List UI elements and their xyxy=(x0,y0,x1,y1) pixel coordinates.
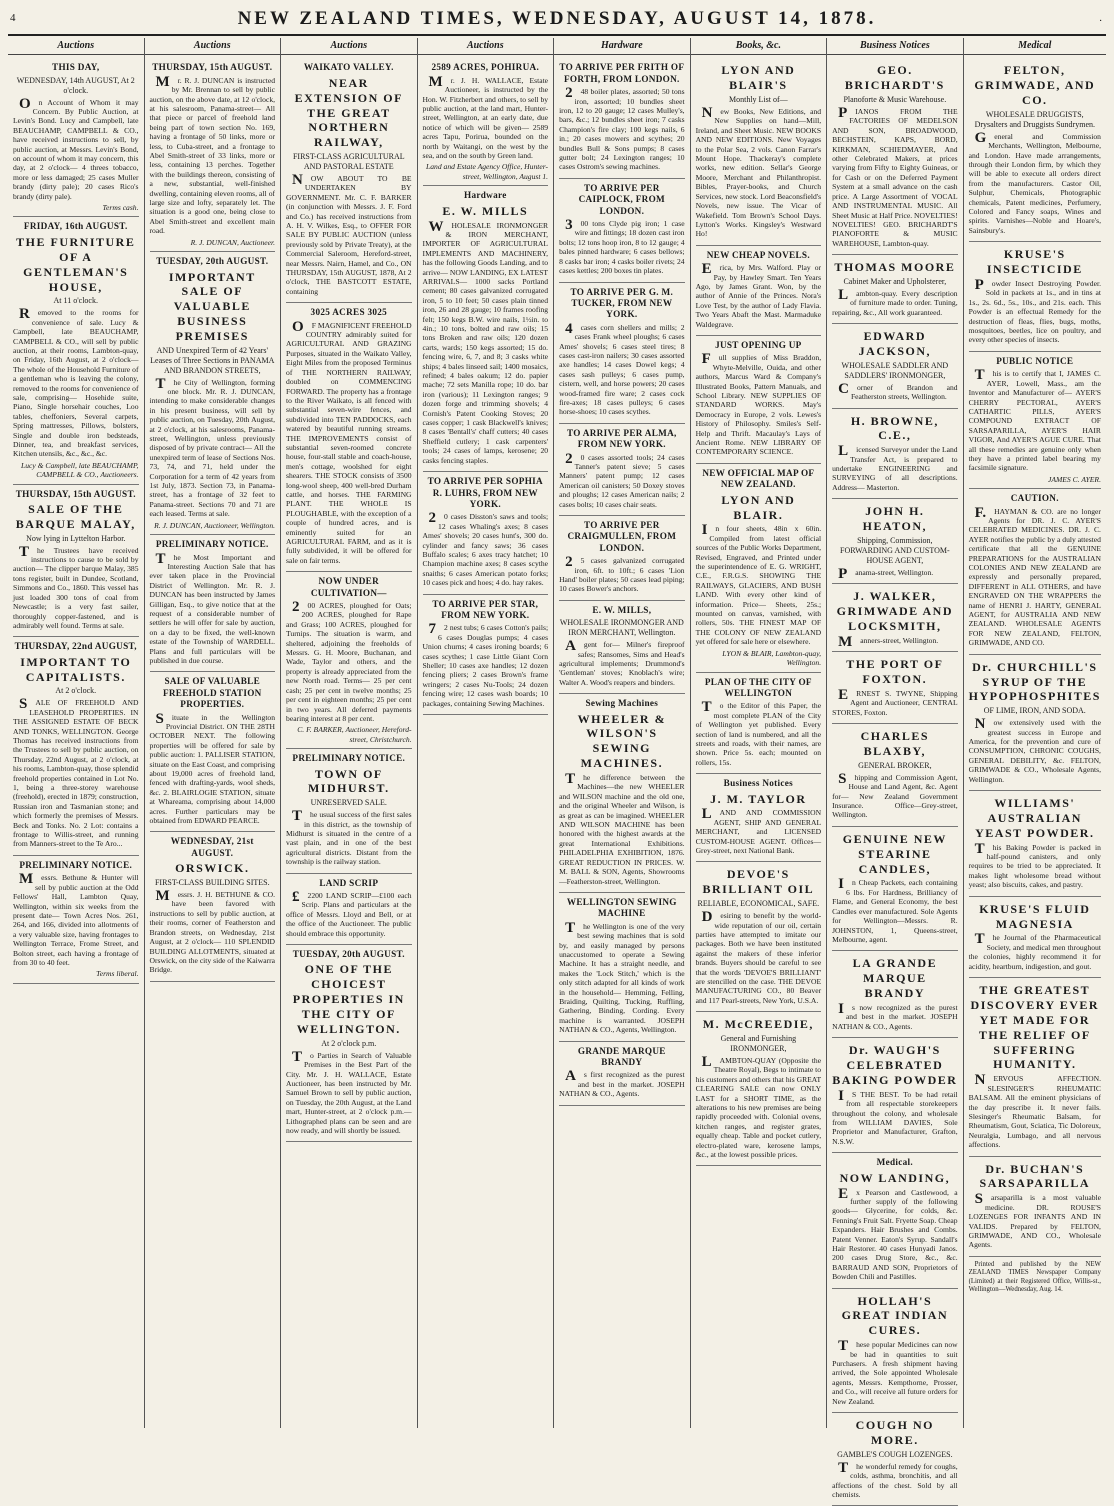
ad-body: The Trustees have received instructions to cause to be sold by auction— The clipper barque Malay, 385 tons register, built in Dundee, Scotland, Simmons and Co., 1860. This vessel has just loaded 300 tons of coal from Newcastle; is a very fast sailer, thoroughly copper-fastened, and is admirably well found. Terms at sale. xyxy=(13,543,139,630)
ad-signature: Land and Estate Agency Office, Hunter-street, Wellington, August 1. xyxy=(426,162,549,181)
ad-subtitle: OF LIME, IRON, AND SODA. xyxy=(983,706,1086,716)
advertisement xyxy=(969,978,1101,1157)
ad-title: LAND SCRIP xyxy=(319,877,379,888)
ad-title: TO ARRIVE PER ALMA, FROM NEW YORK. xyxy=(566,427,677,450)
ad-subtitle: AND Unexpired Term of 42 Years' Leases of Three Sections in PANAMA AND BRANDON STREETS, xyxy=(150,345,275,375)
ad-headline: CHARLES BLAXBY, xyxy=(860,729,930,759)
ad-subtitle: FIRST-CLASS AGRICULTURAL AND PASTORAL ESTATE xyxy=(292,152,405,172)
advertisement xyxy=(696,336,822,464)
ad-signature: R. J. DUNCAN, Auctioneer. xyxy=(190,237,276,247)
section-heading: Auctions xyxy=(145,38,281,55)
ad-title: TUESDAY, 20th AUGUST. xyxy=(292,949,405,960)
ad-headline: GEO. BRICHARDT'S xyxy=(844,63,945,93)
ad-body: ERNEST S. TWYNE, Shipping Agent and Auctioneer, CENTRAL STORES, Foxton. xyxy=(832,686,958,717)
ad-subtitle: General and Furnishing IRONMONGER, xyxy=(720,1034,797,1053)
column-2 xyxy=(145,38,282,1428)
ad-title: TO ARRIVE PER STAR, FROM NEW YORK. xyxy=(432,598,539,620)
ad-headline: WILLIAMS' AUSTRALIAN YEAST POWDER. xyxy=(975,796,1095,840)
section-heading: Auctions xyxy=(418,38,554,55)
section-heading: Hardware xyxy=(554,38,690,55)
advertisement xyxy=(696,58,822,245)
column-7 xyxy=(827,38,964,1499)
ad-body: Is now recognized as the purest and best in the market. JOSEPH NATHAN & CO., Agents. xyxy=(832,1000,958,1031)
ad-body: The Journal of the Pharmaceutical Society, and medical men throughout the colonies, highly recommend it for acidity, heartburn, indigestion, and gout. xyxy=(968,931,1101,971)
ad-signature: Terms liberal. xyxy=(96,969,139,979)
masthead-title: NEW ZEALAND TIMES, WEDNESDAY, AUGUST 14, 1878. xyxy=(237,8,877,29)
column-1 xyxy=(8,38,145,1428)
section-heading: Medical xyxy=(964,38,1106,55)
advertisement xyxy=(559,424,685,516)
ad-headline: LA GRANDE MARQUE BRANDY xyxy=(852,956,938,1001)
ad-signature: C. F. BARKER, Auctioneer, Hereford-street, Christchurch. xyxy=(297,725,412,744)
ad-headline: WHEELER & WILSON'S SEWING MACHINES. xyxy=(577,711,667,771)
ad-title: FRIDAY, 16th AUGUST. xyxy=(23,221,128,232)
advertisement xyxy=(696,1012,822,1166)
ad-subtitle: At 2 o'clock. xyxy=(55,686,97,696)
ad-subtitle: Cabinet Maker and Upholsterer, xyxy=(843,277,947,287)
ad-signature: JAMES C. AYER. xyxy=(1047,474,1101,484)
ad-headline: J. M. TAYLOR xyxy=(710,791,807,806)
advertisement xyxy=(696,673,822,775)
ad-body: 20 cases Disston's saws and tools; 12 cases Whaling's axes; 8 cases Ames' shovels; 20 cases hunt's, 300 do. cylinder and fancy saws; 36 cases Buffalo scales; 6 axes tracy hatchet; 10 Champion machine axes; 8 cases scythe snaiths; 6 cases American potato forks; 10 cases pick and hoes; 4 do. hay rakes. xyxy=(422,510,549,588)
advertisement xyxy=(969,1157,1101,1257)
ad-subtitle: At 11 o'clock. xyxy=(53,296,98,306)
ad-title: THURSDAY, 15th AUGUST. xyxy=(152,62,273,73)
advertisement xyxy=(559,893,685,1042)
advertisement xyxy=(832,58,958,255)
ad-headline: NOW LANDING, xyxy=(839,1170,951,1185)
ad-headline: FELTON, GRIMWADE, AND CO. xyxy=(974,63,1096,108)
ad-title: 3025 ACRES 3025 xyxy=(310,307,388,318)
ad-title: PRELIMINARY NOTICE. xyxy=(155,539,269,550)
ad-body: Removed to the rooms for convenience of sale. Lucy & Campbell, late BEAUCHAMP, CAMPBELL & CO., will sell by public auction, at their rooms, Lambton-quay, on Friday, 16th August, at 2 o'clock— The whole of the Household Furniture of a gentleman who is leaving the colony, removed to the rooms for convenience of sale, comprising— Hosehide suite, Piano, Single horsehair couches, Loo tables, cheffoniers, Several carpets, Spring mattresses, Pillows, bolsters, Single and double iron bedsteads, Dinner, tea, and breakfast services, Kitchen utensils, &c., &c., &c. xyxy=(13,306,139,459)
ad-body: Mr. J. H. WALLACE, Estate Auctioneer, is instructed by the Hon. W. Fitzherbert and others, to sell by public auction, at the land mart, Hunter-street, Wellington, at an early date, due notice of which will be given— 2589 acres Tapu, Porirua, bounded on the north by Waitangi, on the west by the sea, and on the south by Green land. xyxy=(422,73,549,161)
ad-body: This is to certify that I, JAMES C. AYER, Lowell, Mass., am the Inventor and Manufacturer of— AYER'S CHERRY PECTORAL, AYER'S CATHARTIC PILLS, AYER'S COMPOUND EXTRACT OF SARSAPARILLA, AYER'S HAIR VIGOR, And AYER'S AGUE CURE. That all these remedies are genuine only when they have a printed label bearing my facsimile signature. xyxy=(968,367,1101,473)
section-heading: Auctions xyxy=(8,38,144,55)
ad-body: Messrs. J. H. BETHUNE & CO. have been favored with instructions to sell by public auction, at their rooms, corner of Featherston and Brandon streets, on Wednesday, 21st August, at 2 o'clock— 110 SPLENDID BUILDING ALLOTMENTS, situated at Orswick, on the city side of the Kaiwarra Bridge. xyxy=(149,888,276,975)
ad-body: IS THE BEST. To be had retail from all respectable storekeepers throughout the colony, and wholesale from WILLIAM DAVIES, Sole Proprietor and Manufacturer, Grafton, N.S.W. xyxy=(832,1087,958,1146)
ad-title: Business Notices xyxy=(723,778,794,789)
column-8 xyxy=(964,38,1106,1428)
ad-body: Desiring to benefit by the world-wide reputation of our oil, certain parties have attempted to imitate our packages. Both we have been instituted against the makers of these inferior brands. Buyers should be careful to see that the words 'DEVOE'S BRILLIANT' are stencilled on the case. THE DEVOE MANUFACTURING CO., 80 Beaver and 117 Pearl-streets, New York, U.S.A. xyxy=(695,909,822,1005)
ad-headline: THOMAS MOORE xyxy=(834,260,956,275)
ad-headline: LYON AND BLAIR. xyxy=(721,492,796,522)
advertisement xyxy=(423,595,549,715)
ad-body: The City of Wellington, forming one block. Mr. R. J. DUNCAN, intending to make considerable changes in his present business, will sell by public auction, on Tuesday, 20th August, at 2 o'clock, at his salesrooms, Panama-street, Wellington, unless previously disposed of by private contract— All the unexpired term of lease of Sections Nos. 73, 74, and 71, held under the Corporation for a term of 42 years from 1st July, 1873. Section 73, in Panama-street, has a frontage of 32 feet to Panama-street. Sections 70 and 71 are each leased. Terms at sale. xyxy=(149,375,276,519)
advertisement xyxy=(559,283,685,424)
ad-body: Lambton-quay. Every description of furniture made to order. Tuning, repairing, &c., All work guaranteed. xyxy=(832,286,958,317)
section-heading: Auctions xyxy=(281,38,417,55)
ad-body: SALE OF FREEHOLD AND LEASEHOLD PROPERTIES. IN THE ASSIGNED ESTATE OF BECK AND TONKS, WELLINGTON. George Thomas has received instructions from the Trustees to sell by public auction, on Thursday, 22nd August, at 2 o'clock, at his rooms, Lambton-quay, those splendid freehold properties contained in Lot No. 1, being a three-storey warehouse (freehold), erected in 1879; construction, Russian iron and Tasmanian stone; and which formerly the premises of Messrs. Beck and Tonks. No. 2 Lot: contains a frontage to Willis-street, and running from Manners-street to the Te Aro... xyxy=(13,696,139,849)
ad-title: SALE OF VALUABLE FREEHOLD STATION PROPERTIES. xyxy=(162,676,262,710)
ad-body: The wonderful remedy for coughs, colds, asthma, bronchitis, and all affections of the chest. Sold by all chemists. xyxy=(832,1459,958,1499)
ad-title: PRELIMINARY NOTICE. xyxy=(19,859,133,870)
ad-title: THURSDAY, 15th AUGUST. xyxy=(15,488,136,499)
ad-title: TO ARRIVE PER FRITH OF FORTH, FROM LONDON. xyxy=(559,62,685,84)
ad-title: Hardware xyxy=(464,190,507,201)
ad-title: THURSDAY, 22nd AUGUST, xyxy=(14,641,137,652)
ad-subtitle: Shipping, Commission, FORWARDING AND CUSTOM-HOUSE AGENT, xyxy=(840,536,950,565)
advertisement xyxy=(286,58,412,303)
advertisement xyxy=(559,601,685,694)
ad-title: NEW OFFICIAL MAP OF NEW ZEALAND. xyxy=(702,467,815,490)
ad-subtitle: Now lying in Lyttelton Harbor. xyxy=(26,533,126,543)
ad-subtitle: GENERAL BROKER, xyxy=(858,760,932,770)
advertisement xyxy=(832,255,958,324)
ad-body: Mr. R. J. DUNCAN is instructed by Mr. Brennan to sell by public auction, on the above date, at 12 o'clock, at his salesroom, Panama-street— All that piece or parcel of freehold land being part of town section No. 169, having a frontage of 50 links, more or less, to Cuba-street, and a frontage to Abel Smith-street of 33 links, more or less, containing 13 perches. Together with the buildings thereon, consisting of a new, substantial, well-finished dwelling, containing eleven rooms, all of large size and lofty, separately let. The situation is a good one, being close to Abel Smith-street and excellent main road. xyxy=(149,73,276,236)
ad-body: Licensed Surveyor under the Land Transfer Act, is prepared to undertake ENGINEERING and SURVEYING of all descriptions. Address— Masterton. xyxy=(832,443,958,492)
ad-headline: Dr. WAUGH'S CELEBRATED BAKING POWDER xyxy=(832,1043,958,1087)
advertisement xyxy=(559,516,685,601)
ad-headline: IMPORTANT TO CAPITALISTS. xyxy=(20,654,132,684)
ad-body: NOW ABOUT TO BE UNDERTAKEN BY GOVERNMENT. Mr. C. F. BARKER (in conjunction with Messrs. J. F. Ford and Co.) has received instructions from A. H. V. Wilkes, Esq., to OFFER FOR SALE BY PUBLIC AUCTION (unless previously sold by Private Treaty), at the Commercial Saleroom, Hereford-street, near Messrs. Nairn, Hamel, and Co., ON THURSDAY, 15th AUGUST, 1878, At 2 o'clock, THE BASTCOTT ESTATE, containing xyxy=(286,171,412,296)
ad-title: PUBLIC NOTICE xyxy=(996,355,1074,366)
ad-body: Sarsaparilla is a most valuable medicine. DR. ROUSE'S LOZENGES FOR INFANTS AND IN VALIDS. Prepared by FELTON, GRIMWADE, AND CO., Wholesale Agents. xyxy=(968,1191,1101,1250)
advertisement xyxy=(13,485,139,638)
advertisement xyxy=(696,862,822,1012)
ad-title: TO ARRIVE PER CRAIGMULLEN, FROM LONDON. xyxy=(567,520,677,553)
advertisement xyxy=(969,352,1101,489)
advertisement xyxy=(832,951,958,1038)
ad-signature: LYON & BLAIR, Lambton-quay, Wellington. xyxy=(722,648,822,668)
section-heading: Books, &c. xyxy=(691,38,827,55)
ad-body: 20 cases assorted tools; 24 cases Tanner's patent sieve; 5 cases Manners' patent pump; 12 cases American oil canisters; 50 Doxey stoves and ploughs; 12 cases American nails; 2 cases bolts; 10 cases chair seats. xyxy=(559,450,685,509)
advertisement xyxy=(969,897,1101,978)
ad-subtitle: WHOLESALE IRONMONGER AND IRON MERCHANT, Wellington. xyxy=(559,618,684,638)
ad-body: On Account of Whom it may Concern. By Public Auction, at Levin's Bond. Lucy and Campbell, late BEAUCHAMP, CAMPBELL & CO., have received instructions to sell, by public auction, at Messrs. Levin's Bond, on account of whom it may concern, this day, at 2 o'clock— 4 threes tobacco, more or less damaged; 25 cases Muller brandy (dirty pale); 20 cases Rico's brandy (dirty pale). xyxy=(13,95,139,201)
ad-body: Now extensively used with the greatest success in Europe and America, for the prevention and cure of CONSUMPTION, CHRONIC COUGHS, GENERAL DEBILITY, &c. FELTON, GRIMWADE & CO., Wholesale Agents, Wellington. xyxy=(968,716,1101,784)
ad-subtitle: GAMBLE'S COUGH LOZENGES. xyxy=(837,1449,953,1459)
ad-body: WHOLESALE IRONMONGER & IRON MERCHANT, IMPORTER OF AGRICULTURAL IMPLEMENTS AND MACHINERY, has the following Goods Landing, and to arrive— NOW LANDING, EX LATEST ARRIVALS— 1000 sacks Portland cement; 80 cases galvanized corrugated iron, 5 to 10 feet; 50 cases plain tinned iron, 26 and 28 gauge; 10 frames roofing felt; 150 kegs B.W. wire nails, 1½in. to 4in.; 10 tons, bolted and raw oils; 15 tons Broken and raw oils; 120 dozen carts, wards; 150 kegs assorted; 15 do. fencing wire, 6, 7, and 8; 3 casks white ships; 4 bales linseed sail; 1400 mosaics, refined; 4 bales oakum; 12 do. papier mache; 72 sets Manilla rope; 10 do. bar iron (various); 11 Lexington ranges; 9 dozen forge and trimming shovels; 4 Cornish's Patent Cooking Stoves; 20 cases copper; 1 cask Blackwell's knives; 8 cases 'Bentall's' chaff cutters; 40 cases Sheffield cutlery; 1 cask carpenters' tools; 24 cases of lamps, kerosene; 20 casks fencing staples. xyxy=(422,218,549,465)
ad-body: Situate in the Wellington Provincial District. ON THE 28TH OCTOBER NEXT. The following properties will be offered for sale by public auction: 1. PALLISER STATION, situate on the East Coast, and comprising about 19,000 acres of freehold land, fenced with drafting-yards, wool sheds, &c. 2. BLAIRLOGIE STATION, situate at Whareama, comprising about 14,000 acres. Further particulars may be obtained from EDWARD PEARCE. xyxy=(149,710,276,826)
ad-body: General and Commission Merchants, Wellington, Melbourne, and London. Have made arrangements, through their London firm, by which they will be able to execute all orders direct from the manufacturers. Castor Oil, Sulphur, Chemicals, Photographic chemicals, Patent medicines, Perfumery, Colored and Fancy soaps, Wines and spirits. Varnishes—Noble and Hoare's, Sainsbury's. xyxy=(968,129,1101,235)
ad-body: NERVOUS AFFECTION. SLESINGER'S RHEUMATIC BALSAM. All the eminent physicians of the day prescribe it. It never fails. Slesinger's Rheumatic Balsam, for Rheumatism, Gout, Sciatica, Tic Doloreux, Neuralgia, Lumbago, and all nervous affections. xyxy=(968,1072,1101,1150)
ad-subtitle: WHOLESALE SADDLER AND SADDLERS' IRONMONGER, xyxy=(841,360,949,380)
ad-body: To Parties in Search of Valuable Premises in the Best Part of the City. Mr. J. H. WALLACE, Estate Auctioneer, has been instructed by Mr. Samuel Brown to sell by public auction, on Tuesday, the 20th August, at the Land mart, Hunter-street, at 2 o'clock p.m.— Lithographed plans can be seen and are now ready, and will shortly be issued. xyxy=(286,1048,412,1136)
ad-headline: J. WALKER, GRIMWADE AND LOCKSMITH, xyxy=(836,589,954,633)
ad-headline: Dr. BUCHAN'S SARSAPARILLA xyxy=(979,1161,1091,1191)
ad-headline: Dr. CHURCHILL'S SYRUP OF THE HYPOPHOSPHITES xyxy=(968,659,1101,704)
ad-subtitle: UNRESERVED SALE. xyxy=(310,798,387,808)
ad-title: Medical. xyxy=(876,1157,914,1168)
ad-headline: ONE OF THE CHOICEST PROPERTIES IN THE CITY OF WELLINGTON. xyxy=(292,962,405,1036)
column-4 xyxy=(418,38,555,1428)
ad-title: NEW CHEAP NOVELS. xyxy=(706,249,810,260)
ad-headline: THE PORT OF FOXTON. xyxy=(846,657,944,687)
advertisement xyxy=(13,217,139,484)
advertisement xyxy=(832,1153,958,1288)
ad-title: PRELIMINARY NOTICE. xyxy=(292,753,406,764)
ad-body: 300 tons Clyde pig iron; 1 case wire and fittings; 18 dozen cast iron bolts; 12 tons hoop iron, 8 to 12 gauge; 4 bales pinned hardware; 6 cases bellows; 8 casks bar iron; 4 casks boiler rivets; 24 cases kettles; 200 boxes tin plates. xyxy=(559,217,685,276)
advertisement xyxy=(150,832,276,981)
ad-title: TUESDAY, 20th AUGUST. xyxy=(156,256,269,267)
ad-subtitle: WEDNESDAY, 14th AUGUST, At 2 o'clock. xyxy=(16,75,135,95)
advertisement xyxy=(832,324,958,408)
ad-body: Agent for— Milner's fireproof safes; Ransomes, Sims and Head's agricultural implements; Drummond's 'Gentleman' stoves; Knoblach's wire; Walter A. Wood's reapers and binders. xyxy=(559,638,685,687)
advertisement xyxy=(696,464,822,673)
ad-body: In four sheets, 48in x 60in. Compiled from latest official sources of the Public Works Department, Revised, Engraved, and Printed under the superintendence of E. G. WRIGHT, C.E., F.R.G.S. SHOWING THE RAILWAYS, GLACIERS, AND BUSH LAND. With every other kind of information. Price— Sheets, 25s.; mounted on canvas, varnished, with rollers, 50s. THE FINEST MAP OF THE COLONY OF NEW ZEALAND yet offered for sale here or elsewhere. xyxy=(695,522,822,647)
masthead-rule xyxy=(8,34,1106,36)
advertisement xyxy=(150,58,276,252)
ad-title: WELLINGTON SEWING MACHINE xyxy=(566,896,677,919)
ad-title: CAUTION. xyxy=(1010,493,1059,504)
section-heading: Business Notices xyxy=(827,38,963,55)
ad-headline: LYON AND BLAIR'S xyxy=(721,63,796,93)
ad-body: This Baking Powder is packed in half-pound canisters, and only requires to be tried to be appreciated. It makes light wholesome bread without yeast; also biscuits, cakes, and pastry. xyxy=(968,840,1101,890)
column-5 xyxy=(554,38,691,1428)
imprint-footer: Printed and published by the NEW ZEALAND TIMES Newspaper Company (Limited) at their Registered Office, Willis-st., Wellington—Wednesday, Aug. 14. xyxy=(968,1260,1101,1294)
ad-subtitle: Planoforte & Music Warehouse. xyxy=(843,95,947,105)
advertisement xyxy=(832,1413,958,1506)
ad-body: £2200 LAND SCRIP—£100 each Scrip. Plans and particulars at the office of Messrs. Lloyd and Bell, or at the office of the Auctioneer. The public should embrace this opportunity. xyxy=(286,889,412,938)
advertisement xyxy=(559,1042,685,1106)
advertisement xyxy=(696,246,822,336)
ad-body: F.HAYMAN & CO. are no longer Agents for DR. J. C. AYER'S CELEBRATED MEDICINES. DR. J. C. AYER notifies the public by a duly attested certificate that all the GENUINE PREPARATIONS for the AUSTRALIAN COLONIES AND NEW ZEALAND are expressly and personally prepared, DIFFERENT in ALL OTHERS, and have ENGRAVED ON THE WRAPPERS the name of HENRI J. HARTY, GENERAL AGENT, for AUSTRALIA AND NEW ZEALAND. WHOLESALE AGENTS FOR NEW ZEALAND, FELTON, GRIMWADE, AND CO. xyxy=(968,504,1101,648)
ad-subtitle: Monthly List of— xyxy=(729,95,788,105)
ad-title: THIS DAY, xyxy=(52,62,100,73)
advertisement xyxy=(832,584,958,652)
ad-title: NOW UNDER CULTIVATION— xyxy=(310,576,387,598)
ad-headline: M. McCREEDIE, xyxy=(702,1017,814,1032)
ad-body: The Wellington is one of the very best sewing machines that is sold by, and easily managed by persons unaccustomed to operate a Sewing Machine. It has a straight needle, and makes the 'Lock Stitch,' which is the only stitch adapted for all kinds of work in the household— Hemming, Felling, Braiding, Quilting, Tucking, Ruffling, Gathering, Binding, Cording. Every machine is warranted. JOSEPH NATHAN & CO., Agents, Wellington. xyxy=(559,919,685,1035)
ad-headline: HOLLAH'S GREAT INDIAN CURES. xyxy=(841,1293,949,1338)
ad-body: 4cases corn shellers and mills; 2 cases Frank wheel ploughs; 6 cases Ames' shovels; 6 cases steel tires; 8 cases cast-iron nailers; 30 cases assorted axe handles; 14 cases Dowel kegs; 4 cases sash pulleys; 6 cases pump, cistern, well, and horse powers; 20 cases wood-framed fire ware; 2 cases cock fire-axes; 18 cases pulleys; 6 cases horse-shoes; 10 cases scythes. xyxy=(559,320,685,417)
ad-body: Corner of Brandon and Featherston streets, Wellington. xyxy=(838,380,958,402)
ad-body: PIANOS FROM THE FACTORIES OF MEDELSON AND SON, BROADWOOD, BECHSTEIN, KAPS, BORD, KIRKMAN, SCHIEDMAYER, And other Celebrated Makers, at prices varying from Fifty to Eighty Guineas, or for Cash or on the Deferred Payment System at a small advance on the cash price. A Large Assortment of VOCAL AND INSTRUMENTAL MUSIC. All Sheet Music at Half Price. NOVELTIES! NOVELTIES! GEO. BRICHARDT'S PIANOFORTE & MUSIC WAREHOUSE, Lambton-quay. xyxy=(832,105,958,248)
ad-title: TO ARRIVE PER G. M. TUCKER, FROM NEW YORK. xyxy=(570,286,674,320)
ad-body: Shipping and Commission Agent, House and Land Agent, &c. Agent for— New Zealand Government Insurance. Office—Grey-street, Wellington. xyxy=(832,770,958,820)
advertisement xyxy=(13,637,139,856)
ad-title: E. W. MILLS, xyxy=(592,604,652,615)
ad-headline: KRUSE'S FLUID MAGNESIA xyxy=(979,901,1091,931)
ad-body: The Most Important and Interesting Auction Sale that has ever taken place in the Provincial District of Wellington. Mr. R. J. DUNCAN has been instructed by James Gilligan, Esq., to give notice that at the request of a considerable number of settlers he will offer for sale by auction, on a day to be fixed, the well-known estate of the Township of WARDELL. Plans and full particulars will be published in due course. xyxy=(149,550,276,665)
ad-headline: ORSWICK. xyxy=(175,861,250,876)
ad-body: Erica, by Mrs. Walford. Play or Pay, by Hawley Smart. Ten Years Ago, by James Grant. Won, by the author of Annie of the Princes. Nora's Love Test, by the author of Lady Flavia. Two Years Abaft the Mast. Marmaduke Waldegrave. xyxy=(695,261,822,329)
ad-body: Panama-street, Wellington. xyxy=(838,565,934,582)
ad-headline: KRUSE'S INSECTICIDE xyxy=(986,247,1083,277)
advertisement xyxy=(286,572,412,749)
ad-headline: JOHN H. HEATON, xyxy=(862,504,928,534)
ad-body: LAMBTON-QUAY (Opposite the Theatre Royal), Begs to intimate to his customers and others that his GREAT CLEARING SALE can now ONLY LAST for a SHORT TIME, as the alterations to his new premises are being rapidly proceeded with. Colonial ovens, kitchen ranges, and register grates, equally cheap. Table and pocket cutlery, electro-plated ware, kerosene lamps, &c., at the lowest possible prices. xyxy=(695,1053,822,1159)
advertisement xyxy=(969,489,1101,655)
ad-headline: GENUINE NEW STEARINE CANDLES, xyxy=(842,831,947,876)
advertisement xyxy=(696,774,822,862)
advertisement xyxy=(559,179,685,283)
ad-headline: H. BROWNE, C.E., xyxy=(850,413,939,443)
advertisement xyxy=(286,945,412,1142)
ad-headline: TOWN OF MIDHURST. xyxy=(307,766,390,796)
ad-body: OF MAGNIFICENT FREEHOLD COUNTRY admirably suited for AGRICULTURAL AND GRAZING Purposes, situated in the Waikato Valley, Eight Miles from the proposed Terminus of THE NORTHERN RAILWAY, doubled on COMMENCING FORWARD. The property has a frontage to the River Waikato, is all fenced with substantial seven-wire fences, and subdivided into TEN PADDOCKS, each watered by beautiful running streams. THE IMPROVEMENTS consist of substantial seven-roomed concrete house, four-stall stable and coach-house, men's cottage, woolshed for eight shearers. THE STOCK consists of 3500 long-wool sheep, 400 well-bred Durham cattle, and horses. THE FARMING PLANT. THE WHOLE IS PLOUGHABLE, with the exception of a couple of hundred acres, and is eminently suited for an AGRICULTURAL FARM, and as it is fully subdivided, it will be offered for sale on fair terms. xyxy=(286,318,412,565)
ad-headline: SALE OF THE BARQUE MALAY, xyxy=(15,502,136,531)
advertisement xyxy=(969,655,1101,791)
ad-body: New Books, New Editions, and New Supplies on hand—Mill, Ireland, and Sheet Music. NEW BOOKS AND NEW EDITIONS. New Voyages to the Polar Sea, 2 vols. Canon Farrar's Mount Hope. Thackeray's complete works, new edition. Sellar's George Moore, Merchant and Philanthropist. Bibles, Prayer-books, and Church Services, new stock. Lord Beaconsfield's Novels, new issue. The Vicar of Wakefield. Tom Brown's School Days. Lytton's Works. Kingsley's Westward Ho! xyxy=(695,105,822,239)
ad-body: 25 cases galvanized corrugated iron, 6ft. to 10ft.; 6 cases 'Lion Hand' boiler plates; 50 cases lead piping; 10 cases Bower's anchors. xyxy=(559,554,685,594)
ad-title: GRANDE MARQUE BRANDY xyxy=(577,1045,666,1068)
ad-subtitle: FIRST-CLASS BUILDING SITES. xyxy=(154,878,270,888)
advertisement xyxy=(559,694,685,893)
advertisement xyxy=(832,652,958,724)
advertisement xyxy=(286,749,412,874)
ad-body: Powder Insect Destroying Powder. Sold in packets at 1s., and in tins at 1s., 2s. 6d., 5s., 10s., and 21s. each. This Powder is an effectual Remedy for the destruction of fleas, flies, bugs, moths, mosquitoes, beetles, lice on poultry, and every other species of insects. xyxy=(968,277,1101,345)
ad-headline: DEVOE'S BRILLIANT OIL xyxy=(702,867,815,897)
advertisement xyxy=(150,252,276,535)
ad-title: TO ARRIVE PER SOPHIA R. LUHRS, FROM NEW YORK. xyxy=(427,476,543,509)
ad-title: TO ARRIVE PER CAIPLOCK, FROM LONDON. xyxy=(578,182,665,216)
ad-body: As first recognized as the purest and best in the market. JOSEPH NATHAN & CO., Agents. xyxy=(559,1068,685,1099)
ad-body: Messrs. Bethune & Hunter will sell by public auction at the Odd Fellows' Hall, Lambton Quay, Wellington, within six weeks from the present date— Town Acres Nos. 261, 264, and 166, divided into allotments of a very valuable size, having frontages to Wellington Terrace, Frome Street, and Bolton street, each having a frontage of from 30 to 40 feet. xyxy=(13,871,139,967)
columns-container xyxy=(8,38,1106,1499)
ad-subtitle: At 2 o'clock p.m. xyxy=(321,1038,377,1048)
advertisement xyxy=(13,856,139,984)
advertisement xyxy=(423,186,549,472)
advertisement xyxy=(832,499,958,584)
ad-subtitle: RELIABLE, ECONOMICAL, SAFE. xyxy=(697,899,820,909)
advertisement xyxy=(150,672,276,832)
advertisement xyxy=(150,535,276,672)
ad-headline: E. W. MILLS xyxy=(442,203,529,218)
ad-body: Manners-street, Wellington. xyxy=(838,633,939,650)
ad-signature: R. J. DUNCAN, Auctioneer, Wellington. xyxy=(154,520,276,530)
ad-body: Ex Pearson and Castlewood, a further supply of the following goods— Glycerine, for colds, &c. Fenning's Fruit Salt. Fryette Soap. Cheap Expanders. Hair Brushes and Combs. Patent Venner. Eaton's Syrup. Sandall's Hair Restorer. 40 cases Hunyadi Janos. 200 cases Drug Store, &c., &c. BARRAUD AND SON, Proprietors of Bowden Chili and Pastilles. xyxy=(832,1185,958,1282)
ad-body: In Cheap Packets, each containing 6 lbs. For Hardness, Brilliancy of Flame, and General Economy, the best Candles ever manufactured. Sole Agents for Wellington—Messrs. R. JOHNSTON, 1, Queens-street, Melbourne, agent. xyxy=(832,876,958,944)
ad-headline: NEAR EXTENSION OF THE GREAT NORTHERN RAILWAY, xyxy=(294,75,403,150)
advertisement xyxy=(832,409,958,500)
advertisement xyxy=(832,724,958,827)
advertisement xyxy=(969,58,1101,242)
ad-body: 200 ACRES, ploughed for Oats; 200 ACRES, ploughed for Rape and Grass; 100 ACRES, ploughed for Turnips. The situation is warm, and sheltered, adjoining the freeholds of Messrs. G. H. Moore, Buchanan, and Wade, Taylor and others, and the property is already appreciated from the new North road. Terms— 25 per cent cash; 25 per cent in twelve months; 25 per cent in eighteen months; 25 per cent in two years. All deferred payments bearing interest at 8 per cent. xyxy=(286,599,412,723)
advertisement xyxy=(13,58,139,217)
advertisement xyxy=(969,791,1101,897)
column-3 xyxy=(281,38,418,1428)
ad-body: These popular Medicines can now be had in quantities to suit Purchasers. A fresh shipment having arrived, the Sole appointed Wholesale agents, Messrs. Kempthorne, Prosser, and Co., will receive all future orders for New Zealand. xyxy=(832,1338,958,1406)
advertisement xyxy=(559,58,685,178)
ad-title: 2589 ACRES, POHIRUA. xyxy=(431,62,540,73)
ad-body: 248 boiler plates, assorted; 50 tons iron, assorted; 10 bundles sheet iron, 12 to 20 gauge; 12 cases Mulley's, bars, &c.; 12 bundles sheet iron; 7 casks Champion's fire clay; 100 kegs nails, 6 in.; 20 cases mowers and scythes; 20 bundles Bull & Sons pumps; 8 cases gutter bolt; 24 Lexington ranges; 10 cases Ostrom's sewing machines. xyxy=(559,85,685,172)
ad-title: WAIKATO VALLEY. xyxy=(303,62,394,73)
ad-signature: Lucy & Campbell, late BEAUCHAMP, CAMPBELL & CO., Auctioneers. xyxy=(20,460,139,480)
ad-headline: THE FURNITURE OF A GENTLEMAN'S HOUSE, xyxy=(16,234,136,294)
ad-title: PLAN OF THE CITY OF WELLINGTON xyxy=(704,676,812,698)
advertisement xyxy=(423,58,549,186)
ad-headline: EDWARD JACKSON, xyxy=(858,329,932,359)
ad-body: Full supplies of Miss Braddon, Whyte-Melville, Ouida, and other authors, Marcus Ward & Company's Illustrated Books, Pattern Manuals, and School Library. NEW SUPPLIES OF STANDARD WORKS. May's Democracy in Europe, 2 vols. Lewes's History of Philosophy. Smiles's Self-Help and Thrift. Macaulay's Lays of Ancient Rome. NEW LIBRARY OF CONTEMPORARY SCIENCE. xyxy=(695,351,822,457)
ad-title: WEDNESDAY, 21st AUGUST. xyxy=(170,836,254,858)
advertisement xyxy=(969,242,1101,352)
ad-headline: IMPORTANT SALE OF VALUABLE BUSINESS PREMISES xyxy=(168,269,256,344)
ad-body: The usual success of the first sales in this district, as the township of Midhurst is situated in the centre of a vast plain, and in one of the best agricultural districts. Distant from the township is the railway station. xyxy=(286,808,412,867)
ad-headline: COUGH NO MORE. xyxy=(855,1418,935,1447)
advertisement xyxy=(423,472,549,594)
ad-headline: THE GREATEST DISCOVERY EVER YET MADE FOR THE RELIEF OF SUFFERING HUMANITY. xyxy=(970,983,1100,1072)
ad-signature: Terms cash. xyxy=(102,203,139,213)
page-number: 4 xyxy=(10,12,16,24)
advertisement xyxy=(832,1289,958,1413)
ad-body: 72 nest tubs; 6 cases Cotton's pails; 6 cases Douglas pumps; 4 cases Union churns; 4 cases ironing boards; 6 cases scythes; 1 case Little Giant Corn Sheller; 10 cases axe handles; 12 dozen fencing pliers; 2 cases Brown's frame wringers; 2 cases Nu-Tools; 24 dozen fencing wire; 12 cases wash boards; 10 packages, containing Sewing Machines. xyxy=(422,621,549,708)
advertisement xyxy=(286,303,412,572)
advertisement xyxy=(286,874,412,945)
ad-body: The difference between the Machines—the new WHEELER and WILSON machine and the old one, and the original Wheeler and Wilson, is as great as can be imagined. WHEELER AND WILSON MACHINE has been honored with the highest awards at the great International Exhibitions. PHILADELPHIA EXHIBITION, 1876. GREAT REDUCTION IN PRICES. W. M. BALL & SON, Agents, Showrooms—Featherston-street, Wellington. xyxy=(559,771,685,886)
ad-body: LAND AND COMMISSION AGENT, SHIP AND GENERAL MERCHANT, and LICENSED CUSTOM-HOUSE AGENT. Offices—Grey-street, next National Bank. xyxy=(695,806,822,856)
ad-body: To the Editor of this Paper, the most complete PLAN of the City of Wellington yet published. Every section of land is numbered, and all the streets and roads, with their names, are shown. Price 5s. each; mounted on rollers, 15s. xyxy=(695,699,822,767)
advertisement xyxy=(832,827,958,951)
advertisement xyxy=(832,1038,958,1153)
ad-subtitle: WHOLESALE DRUGGISTS, Drysalters and Druggists Sundrymen. xyxy=(974,110,1095,129)
ad-title: JUST OPENING UP xyxy=(715,339,802,350)
masthead-mark: . xyxy=(1099,12,1102,24)
ad-title: Sewing Machines xyxy=(585,698,659,709)
column-6 xyxy=(691,38,828,1428)
